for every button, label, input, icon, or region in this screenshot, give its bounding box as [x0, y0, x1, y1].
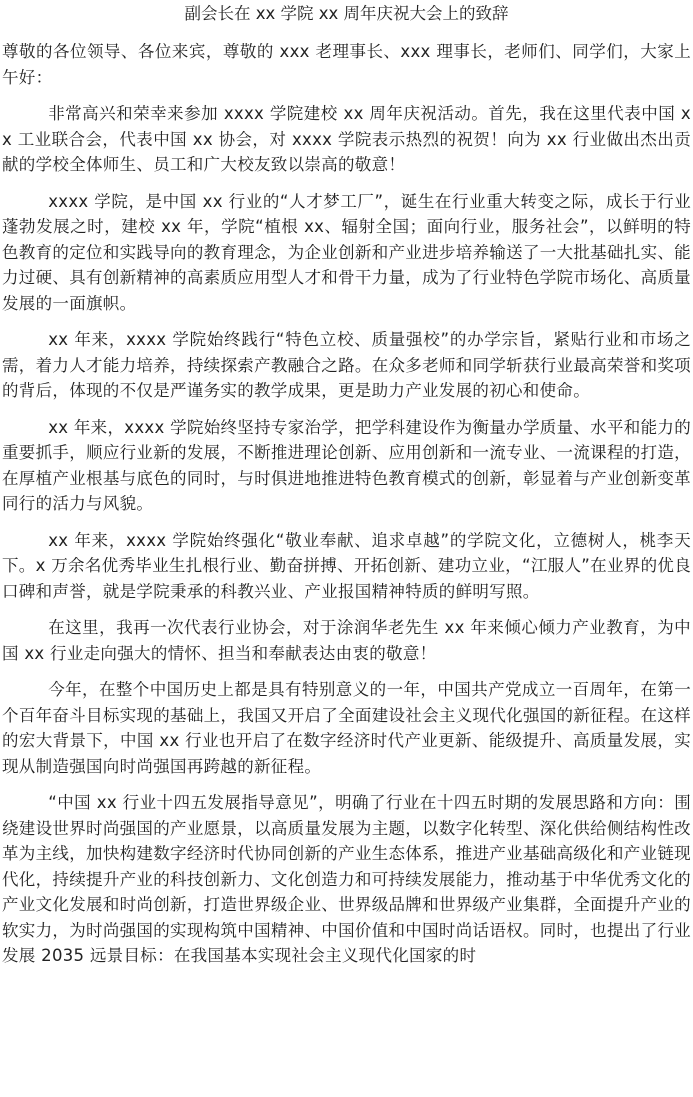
paragraph-6: 在这里，我再一次代表行业协会，对于涂润华老先生 xx 年来倾心倾力产业教育，为中国 xx 行业走向强大的情怀、担当和奉献表达由衷的敬意！ [2, 618, 691, 663]
paragraph-5: xx 年来，xxxx 学院始终强化“敬业奉献、追求卓越”的学院文化，立德树人，桃李天下。x 万余名优秀毕业生扎根行业、勤奋拼搏、开拓创新、建功立业，“江服人”在业界的优良口碑和声誉，就是学院秉承的科教兴业、产业报国精神特质的鲜明写照。 [2, 530, 691, 601]
paragraph-4: xx 年来，xxxx 学院始终坚持专家治学，把学科建设作为衡量办学质量、水平和能力的重要抓手，顺应行业新的发展，不断推进理论创新、应用创新和一流专业、一流课程的打造，在厚植产业根基与底色的同时，与时俱进地推进特色教育模式的创新，彰显着与产业创新变革同行的活力与风貌。 [2, 417, 691, 513]
paragraph-1: 非常高兴和荣幸来参加 xxxx 学院建校 xx 周年庆祝活动。首先，我在这里代表中国 xx 工业联合会，代表中国 xx 协会，对 xxxx 学院表示热烈的祝贺！向为 xx 行业做出杰出贡献的学校全体师生、员工和广大校友致以崇高的敬意！ [2, 104, 691, 174]
paragraph-3: xx 年来，xxxx 学院始终践行“特色立校、质量强校”的办学宗旨，紧贴行业和市场之需，着力人才能力培养，持续探索产教融合之路。在众多老师和同学斩获行业最高荣誉和奖项的背后，体现的不仅是严谨务实的教学成果，更是助力产业发展的初心和使命。 [2, 330, 691, 400]
paragraph-2: xxxx 学院，是中国 xx 行业的“人才梦工厂”，诞生在行业重大转变之际，成长于行业蓬勃发展之时，建校 xx 年，学院“植根 xx、辐射全国；面向行业，服务社会”，以鲜明的特色教育的定位和实践导向的教育理念，为企业创新和产业进步培养输送了一大批基础扎实、能力过硬、具有创新精神的高素质应用型人才和骨干力量，成为了行业特色学院市场化、高质量发展的一面旗帜。 [2, 191, 691, 313]
paragraph-7: 今年，在整个中国历史上都是具有特别意义的一年，中国共产党成立一百周年，在第一个百年奋斗目标实现的基础上，我国又开启了全面建设社会主义现代化强国的新征程。在这样的宏大背景下，中国 xx 行业也开启了在数字经济时代产业更新、能级提升、高质量发展，实现从制造强国向时尚强国再跨越的新征程。 [2, 680, 691, 776]
salutation: 尊敬的各位领导、各位来宾，尊敬的 xxx 老理事长、xxx 理事长，老师们、同学们，大家上午好： [2, 42, 691, 87]
document-title: 副会长在 xx 学院 xx 周年庆祝大会上的致辞 [184, 4, 509, 23]
paragraph-8: “中国 xx 行业十四五发展指导意见”，明确了行业在十四五时期的发展思路和方向：围绕建设世界时尚强国的产业愿景，以高质量发展为主题，以数字化转型、深化供给侧结构性改革为主线，加快构建数字经济时代协同创新的产业生态体系，推进产业基础高级化和产业链现代化，持续提升产业的科技创新力、文化创造力和可持续发展能力，推动基于中华优秀文化的产业文化发展和时尚创新，打造世界级企业、世界级品牌和世界级产业集群，全面提升产业的软实力，为时尚强国的实现构筑中国精神、中国价值和中国时尚话语权。同时，也提出了行业发展 2035 远景目标：在我国基本实现社会主义现代化国家的时 [2, 793, 691, 965]
